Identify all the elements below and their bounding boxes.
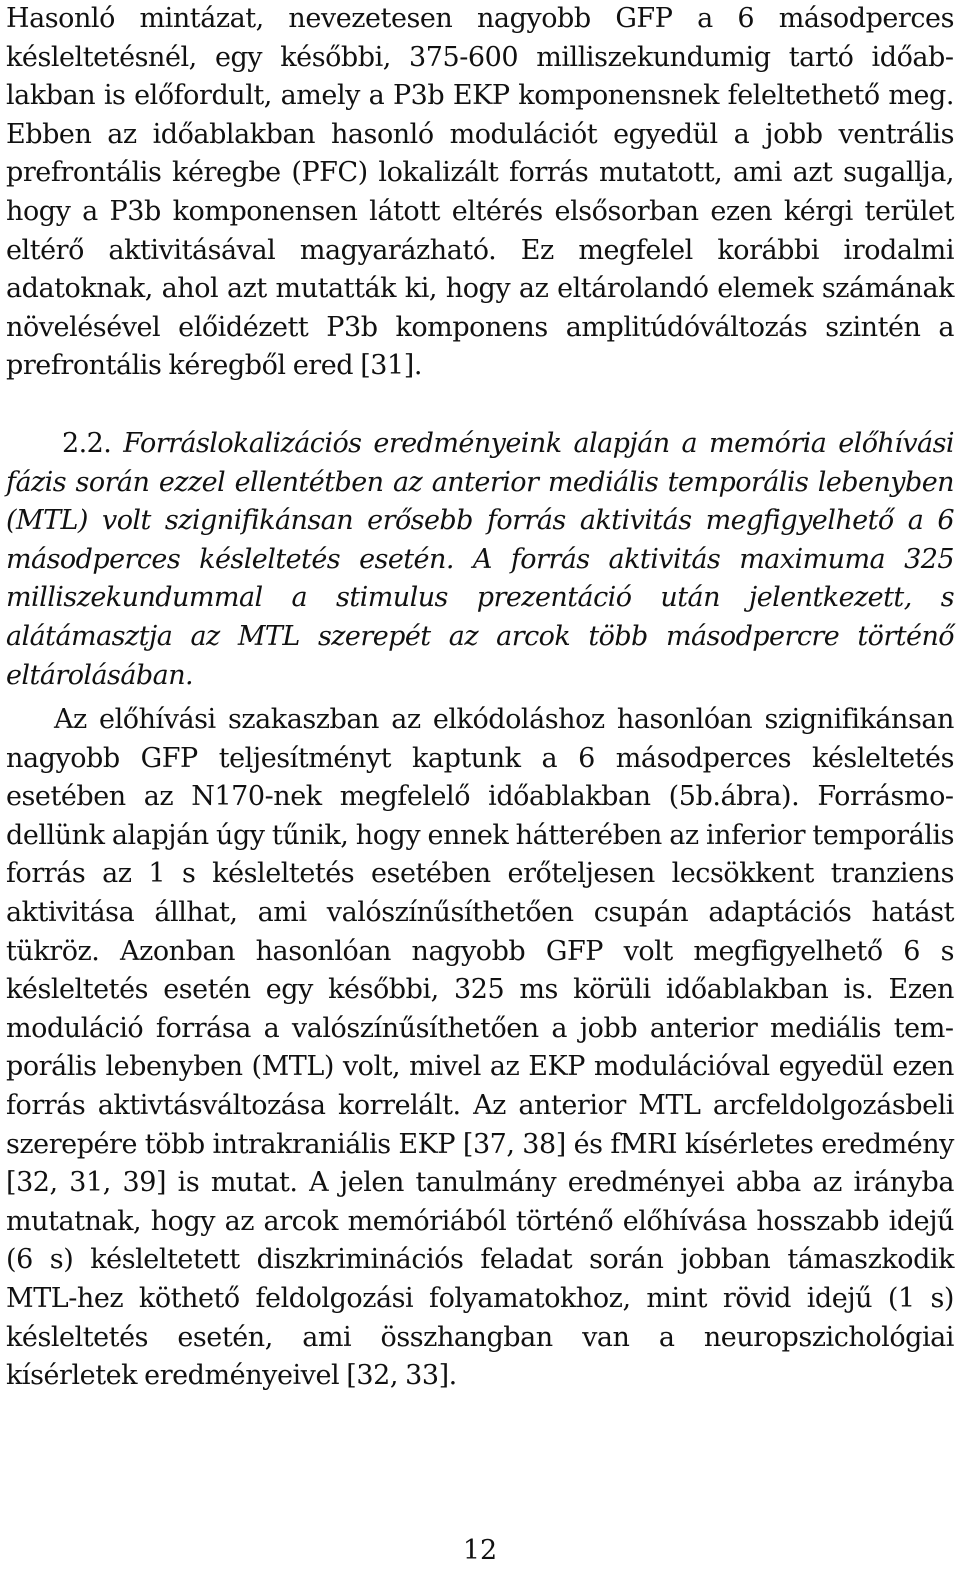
page-number: 12 (462, 1535, 498, 1566)
paragraph-source-localization (6, 425, 954, 695)
document-page (6, 0, 954, 1396)
paragraph-p3b-component: Hasonló mintázat, nevezetesen nagyobb GFP a 6 másodperces késleltetésnél, egy későbbi, 375-600 milliszekundumig tartó időablakban is előfordult, amely a P3b EKP komponensnek feleltethető meg. Ebben az időablakban hasonló modulációt egyedül a jobb ventrális prefrontális kéregbe (PFC) lokalizált forrás mutatott, ami azt sugallja, hogy a P3b komponensen látott eltérés elsősorban ezen kérgi terület eltérő aktivitásával magyarázható. Ez megfelel korábbi irodalmi adatoknak, ahol azt mutatták ki, hogy az eltárolandó elemek számának növelésével előidézett P3b komponens amplitúdóváltozás szintén a prefrontális kéregből ered [31]. (6, 3, 954, 382)
paragraph-source-localization-text: Forráslokalizációs eredményeink alapján a memória előhívási fázis során ezzel ellentétben az anterior mediális temporális lebenyben (MTL) volt szignifikánsan erősebb forrás aktivitás megfigyelhető a 6 másodperces késleltetés esetén. A forrás aktivitás maximuma 325 milliszekundummal a stimulus prezentáció után jelentkezett, s alátámasztja az MTL szerepét az arcok több másodpercre történő eltárolásában. (6, 427, 954, 691)
list-item-number: 2.2. (62, 427, 112, 459)
paragraph-retrieval-phase: Az előhívási szakaszban az elkódoláshoz hasonlóan szignifikánsan nagyobb GFP teljesítményt kaptunk a 6 másodperces késleltetés esetében az N170-nek megfelelő időablakban (5b.ábra). Forrásmodellünk alapján úgy tűnik, hogy ennek hátterében az inferior temporális forrás az 1 s késleltetés esetében erőteljesen lecsökkent tranziens aktivitása állhat, ami valószínűsíthetően csupán adaptációs hatást tükröz. Azonban hasonlóan nagyobb GFP volt megfigyelhető 6 s késleltetés esetén egy későbbi, 325 ms körüli időablakban is. Ezen moduláció forrása a valószínűsíthetően a jobb anterior mediális temporális lebenyben (MTL) volt, mivel az EKP modulációval egyedül ezen forrás aktivtásváltozása korrelált. Az anterior MTL arcfeldolgozásbeli szerepére több intrakraniális EKP [37, 38] és fMRI kísérletes eredmény [32, 31, 39] is mutat. A jelen tanulmány eredményei abba az irányba mutatnak, hogy az arcok memóriából történő előhívása hosszabb idejű (6 s) késleltetett diszkriminációs feladat során jobban támaszkodik MTL-hez köthető feldolgozási folyamatokhoz, mint rövid idejű (1 s) késleltetés esetén, ami összhangban van a neuropszichológiai kísérletek eredményeivel [32, 33]. (6, 704, 954, 1392)
